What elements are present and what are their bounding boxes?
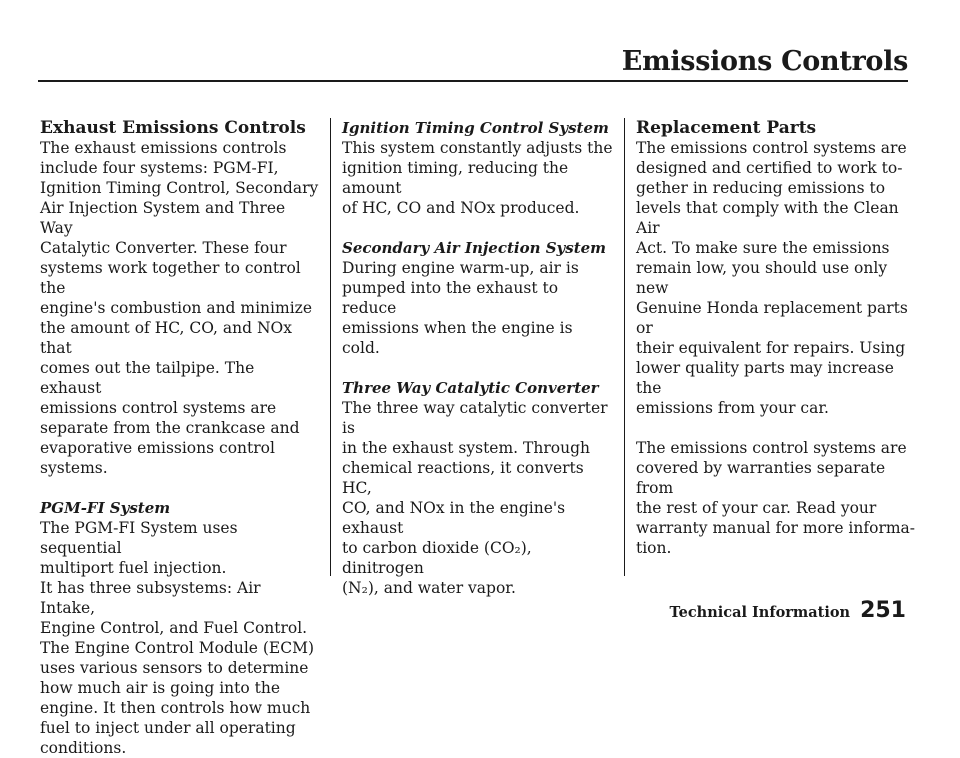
page-title: Emissions Controls bbox=[621, 46, 908, 77]
catalytic-converter-heading: Three Way Catalytic Converter bbox=[342, 379, 599, 397]
column-divider-right bbox=[624, 118, 625, 576]
ignition-timing-body: This system constantly adjusts the ignition timing, reducing the amount of HC, CO and NOx produced. bbox=[342, 139, 613, 217]
column-subsystems bbox=[342, 118, 614, 598]
replacement-parts-body-1: The emissions control systems are designed and certified to work to- gether in reducing emissions to levels that comply with the Clean Air Act. To make sure the emissions remain low, you should use only new Genuine Honda replacement parts or their equivalent for repairs. Using lower quality parts may increase the emissions from your car. bbox=[636, 139, 908, 417]
exhaust-emissions-heading: Exhaust Emissions Controls bbox=[40, 118, 306, 138]
pgm-fi-body-1: The PGM-FI System uses sequential multiport fuel injection. bbox=[40, 519, 238, 577]
column-replacement-parts bbox=[636, 118, 916, 558]
page-number: 251 bbox=[860, 598, 906, 623]
replacement-parts-body-2: The emissions control systems are covered by warranties separate from the rest of your car. Read your warranty manual for more informa- tion. bbox=[636, 439, 916, 557]
catalytic-converter-body: The three way catalytic converter is in the exhaust system. Through chemical reactions, it converts HC, CO, and NOx in the engine's exhaust to carbon dioxide (CO₂), dinitrogen (N₂), and water vapor. bbox=[342, 399, 608, 597]
page-footer bbox=[669, 598, 906, 623]
column-divider-left bbox=[330, 118, 331, 576]
column-exhaust-emissions bbox=[40, 118, 320, 758]
pgm-fi-heading: PGM-FI System bbox=[40, 499, 171, 517]
secondary-air-body: During engine warm-up, air is pumped into the exhaust to reduce emissions when the engine is cold. bbox=[342, 259, 579, 357]
pgm-fi-body-2: It has three subsystems: Air Intake, Engine Control, and Fuel Control. The Engine Control Module (ECM) uses various sensors to determine how much air is going into the engine. It then controls how much fuel to inject under all operating conditions. bbox=[40, 579, 315, 757]
replacement-parts-heading: Replacement Parts bbox=[636, 118, 817, 138]
secondary-air-heading: Secondary Air Injection System bbox=[342, 239, 607, 257]
header-divider bbox=[38, 80, 908, 82]
exhaust-emissions-body: The exhaust emissions controls include four systems: PGM-FI, Ignition Timing Control, Secondary Air Injection System and Three Way Catalytic Converter. These four systems work together to control the engine's combustion and minimize the amount of HC, CO, and NOx that comes out the tailpipe. The exhaust emissions control systems are separate from the crankcase and evaporative emissions control systems. bbox=[40, 139, 319, 477]
footer-section-name: Technical Information bbox=[669, 604, 851, 621]
ignition-timing-heading: Ignition Timing Control System bbox=[342, 119, 609, 137]
